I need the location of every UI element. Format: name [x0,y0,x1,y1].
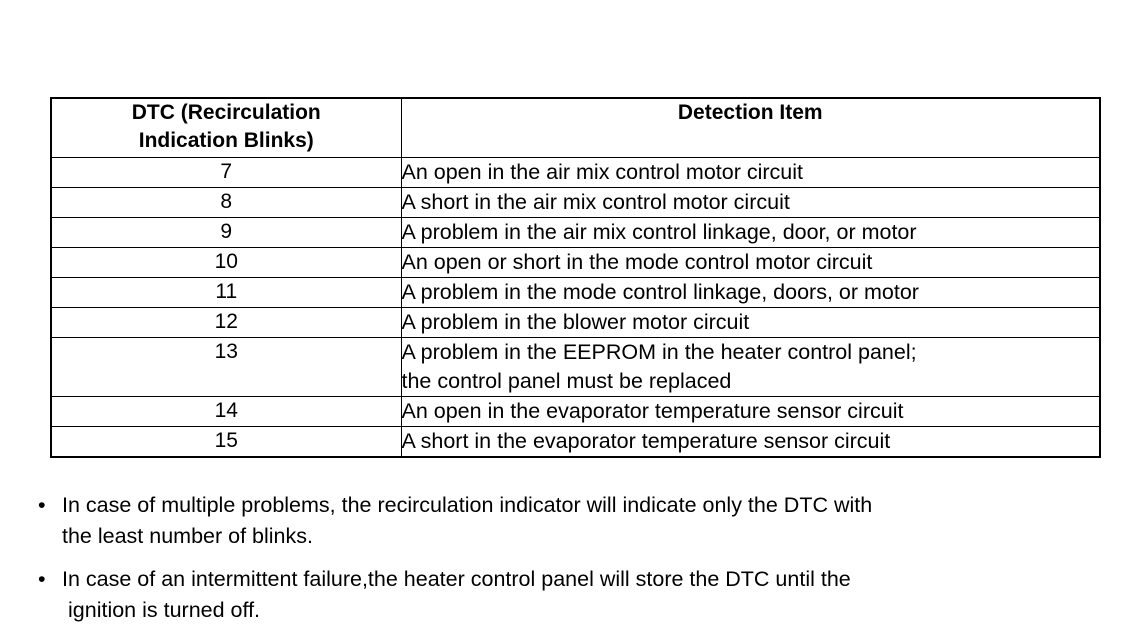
table-header-row [51,98,1100,158]
detection-item [401,338,1100,397]
dtc-table-container [50,97,1099,458]
header-dtc-line1: DTC (Recirculation [131,101,321,124]
detection-item: An open or short in the mode control motor circuit [401,248,1100,278]
dtc-code: 15 [51,427,401,458]
note-line: ignition is turned off. [68,598,261,622]
table-row [51,158,1100,188]
header-dtc-line2: Indication Blinks) [138,129,314,152]
table-row [51,188,1100,218]
table-row [51,427,1100,458]
table-row [51,338,1100,397]
detection-item: An open in the evaporator temperature sensor circuit [401,397,1100,427]
dtc-code: 8 [51,188,401,218]
header-dtc [51,98,401,158]
dtc-code: 7 [51,158,401,188]
table-row [51,278,1100,308]
header-detection-item: Detection Item [401,98,1100,158]
dtc-code: 11 [51,278,401,308]
table-row [51,308,1100,338]
note-multiple-problems [38,490,1098,552]
detection-item-line1: A problem in the EEPROM in the heater control panel; [401,340,917,364]
detection-item: A problem in the air mix control linkage, door, or motor [401,218,1100,248]
table-row [51,218,1100,248]
bullet-icon: • [38,493,46,517]
dtc-code: 10 [51,248,401,278]
table-row [51,248,1100,278]
detection-item: A short in the evaporator temperature sensor circuit [401,427,1100,458]
note-intermittent-failure [38,564,1098,626]
bullet-icon: • [38,567,46,591]
dtc-table [50,97,1101,458]
detection-item: A problem in the mode control linkage, doors, or motor [401,278,1100,308]
detection-item: A short in the air mix control motor circuit [401,188,1100,218]
dtc-code: 9 [51,218,401,248]
detection-item-line2: the control panel must be replaced [401,369,732,393]
table-row [51,397,1100,427]
note-line: In case of an intermittent failure,the heater control panel will store the DTC until the [62,567,851,591]
notes-list [38,490,1098,638]
note-line: the least number of blinks. [62,524,313,548]
dtc-code: 13 [51,338,401,397]
detection-item: A problem in the blower motor circuit [401,308,1100,338]
detection-item: An open in the air mix control motor circuit [401,158,1100,188]
dtc-code: 12 [51,308,401,338]
note-line: In case of multiple problems, the recirculation indicator will indicate only the DTC with [62,493,873,517]
dtc-code: 14 [51,397,401,427]
